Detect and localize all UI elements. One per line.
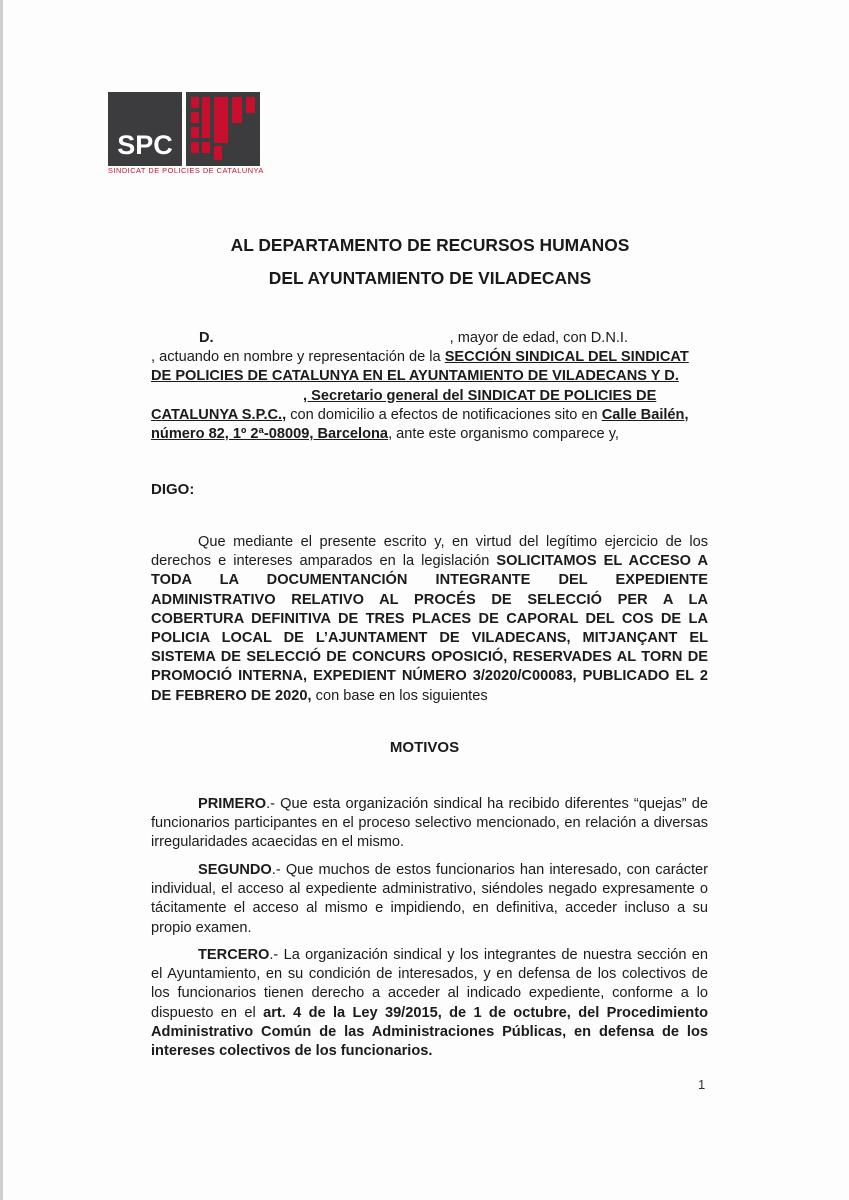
page-number: 1 (698, 1077, 706, 1092)
logo-caption: SINDICAT DE POLICIES DE CATALUNYA (108, 166, 264, 175)
primero-label: PRIMERO (198, 796, 267, 812)
intro-calle-1: Calle Bailén, (601, 406, 689, 423)
tercero-text: .- La organización sindical y los integrantes de nuestra sección en el Ayuntamiento, en su condición de interesados, y en defensa de los colectivos de los funcionarios tienen derecho a acceder al indicado expediente, conforme a lo dispuesto en el (151, 947, 708, 1021)
logo-spc-text: SPC (117, 130, 173, 160)
intro-calle-2: número 82, 1º 2ª-08009, Barcelona (151, 426, 389, 443)
document-title-line-2: DEL AYUNTAMIENTO DE VILADECANS (268, 268, 592, 288)
document-title-line-1: AL DEPARTAMENTO DE RECURSOS HUMANOS (230, 235, 630, 255)
intro-paragraph (151, 329, 708, 444)
primero-text: .- Que esta organización sindical ha recibido diferentes “quejas” de funcionarios participantes en el proceso selectivo mencionado, en relación a diversas irregularidades acaecidas en el mismo. (151, 796, 708, 851)
scan-edge (0, 0, 3, 1200)
segundo-label: SEGUNDO (198, 862, 272, 878)
solicitud-paragraph (151, 533, 708, 706)
intro-domicilio: con domicilio a efectos de notificaciones sito en (290, 406, 598, 423)
solicitud-bold: SOLICITAMOS EL ACCESO A TODA LA DOCUMENTANCIÓN INTEGRANTE DEL EXPEDIENTE ADMINISTRATIVO RELATIVO AL PROCÉS DE SELECCIÓ PER A LA COBERTURA DEFINITIVA DE TRES PLACES DE CAPORAL DEL COS DE LA POLICIA LOCAL DE L’AJUNTAMENT DE VILADECANS, MITJANÇANT EL SISTEMA DE SELECCIÓ DE CONCURS OPOSICIÓ, RESERVADES AL TORN DE PROMOCIÓ INTERNA, EXPEDIENT NÚMERO 3/2020/C00083, PUBLICADO EL 2 DE FEBRERO DE 2020, (151, 553, 708, 704)
solicitud-tail: con base en los siguientes (315, 687, 488, 704)
motivos-heading: MOTIVOS (389, 739, 460, 756)
intro-d: D. (199, 330, 214, 346)
intro-actuando: , actuando en nombre y representación de la (151, 349, 441, 366)
intro-mayor: , mayor de edad, con D.N.I. (449, 330, 629, 346)
segundo-text: .- Que muchos de estos funcionarios han interesado, con carácter individual, el acceso al expediente administrativo, siéndoles negado expresamente o tácitamente el acceso al mismo e impidiendo, en definitiva, acceder incluso a su propio examen. (151, 862, 708, 936)
intro-secretario: , Secretario general del SINDICAT DE POLICIES DE (303, 387, 657, 404)
tercero-bold: art. 4 de la Ley 39/2015, de 1 de octubre, del Procedimiento Administrativo Común de las Administraciones Públicas, en defensa de los intereses colectivos de los funcionarios. (151, 1004, 708, 1060)
intro-seccion-2: DE POLICIES DE CATALUNYA EN EL AYUNTAMIENTO DE VILADECANS Y D. (151, 368, 679, 385)
intro-comparece: , ante este organismo comparece y, (388, 426, 619, 443)
solicitud-lead: Que mediante el presente escrito y, en virtud del legítimo ejercicio de los derechos e intereses amparados en la legislación (151, 534, 708, 570)
tercero-label: TERCERO (198, 947, 270, 963)
motivo-primero (151, 795, 708, 853)
spc-logo-mark (108, 92, 260, 166)
spc-logo (108, 92, 264, 182)
intro-seccion-1: SECCIÓN SINDICAL DEL SINDICAT (444, 349, 689, 366)
intro-catalunya: CATALUNYA S.P.C., (151, 406, 287, 423)
motivo-segundo (151, 861, 708, 938)
digo-heading: DIGO: (151, 481, 195, 498)
motivo-tercero (151, 946, 708, 1061)
